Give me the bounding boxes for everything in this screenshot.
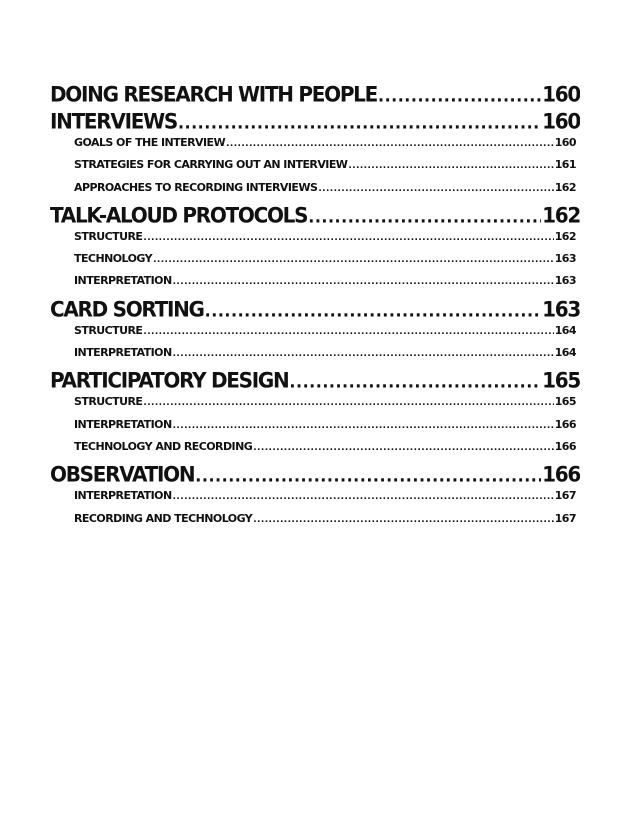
toc-subentry-recording-and-technology[interactable]: [50, 512, 580, 534]
toc-entry-title: TECHNOLOGY AND RECORDING: [74, 439, 253, 453]
toc-entry-title: INTERVIEWS: [50, 108, 177, 134]
toc-entry-title: RECORDING AND TECHNOLOGY: [74, 511, 253, 525]
dot-leader: [308, 206, 541, 226]
toc-subentry-structure[interactable]: [50, 395, 580, 417]
toc-entry-page: 160: [554, 136, 576, 149]
toc-entry-page: 165: [542, 367, 580, 393]
toc-subentry-interpretation[interactable]: [50, 418, 580, 440]
toc-entry-title: STRATEGIES FOR CARRYING OUT AN INTERVIEW: [74, 158, 348, 172]
toc-entry-page: 162: [542, 202, 580, 228]
dot-leader: [173, 349, 554, 359]
toc-entry-page: 166: [542, 461, 580, 487]
dot-leader: [195, 466, 541, 486]
toc-entry-page: 163: [554, 252, 576, 266]
dot-leader: [289, 372, 541, 392]
dot-leader: [178, 113, 541, 133]
dot-leader: [226, 139, 554, 149]
toc-entry-page: 165: [554, 395, 576, 409]
dot-leader: [173, 277, 554, 287]
toc-subentry-interpretation[interactable]: [50, 274, 580, 296]
toc-entry-title: OBSERVATION: [50, 461, 195, 487]
dot-leader: [143, 327, 553, 337]
dot-leader: [173, 492, 554, 502]
toc-entry-page: 167: [554, 489, 576, 503]
toc-entry-doing-research[interactable]: [50, 81, 580, 109]
toc-entry-title: APPROACHES TO RECORDING INTERVIEWS: [74, 180, 318, 194]
toc-entry-title: STRUCTURE: [74, 229, 143, 243]
toc-entry-title: INTERPRETATION: [74, 417, 172, 431]
dot-leader: [153, 255, 554, 265]
toc-entry-title: INTERPRETATION: [74, 489, 172, 503]
toc-entry-title: INTERPRETATION: [74, 346, 172, 360]
dot-leader: [253, 443, 553, 453]
toc-subentry-interpretation[interactable]: [50, 346, 580, 368]
dot-leader: [318, 184, 553, 194]
toc-subentry-technology[interactable]: [50, 252, 580, 274]
toc-subentry-technology-and-recording[interactable]: [50, 440, 580, 462]
toc-subentry-structure[interactable]: [50, 324, 580, 346]
dot-leader: [253, 515, 553, 525]
table-of-contents: [50, 82, 580, 534]
toc-entry-title: STRUCTURE: [74, 323, 143, 337]
toc-entry-page: 161: [554, 158, 576, 172]
toc-subentry-interpretation[interactable]: [50, 489, 580, 511]
toc-entry-interviews[interactable]: [50, 108, 580, 136]
toc-entry-participatory-design[interactable]: [50, 368, 580, 396]
toc-entry-page: 164: [554, 346, 576, 360]
dot-leader: [143, 398, 553, 408]
toc-entry-title: STRUCTURE: [74, 395, 143, 409]
toc-entry-page: 162: [554, 229, 576, 243]
dot-leader: [143, 233, 553, 243]
toc-entry-title: DOING RESEARCH WITH PEOPLE: [50, 81, 377, 107]
toc-entry-page: 167: [554, 511, 576, 525]
dot-leader: [348, 161, 553, 171]
toc-subentry-strategies[interactable]: [50, 158, 580, 180]
toc-entry-page: 163: [542, 296, 580, 322]
toc-subentry-structure[interactable]: [50, 230, 580, 252]
toc-subentry-approaches[interactable]: [50, 181, 580, 203]
toc-entry-page: 162: [554, 180, 576, 194]
toc-entry-page: 166: [554, 417, 576, 431]
toc-entry-title: INTERPRETATION: [74, 274, 172, 288]
toc-entry-card-sorting[interactable]: [50, 296, 580, 324]
toc-entry-title: PARTICIPATORY DESIGN: [50, 367, 289, 393]
toc-entry-page: 160: [542, 81, 580, 107]
toc-entry-page: 166: [554, 439, 576, 453]
dot-leader: [378, 86, 541, 106]
dot-leader: [173, 421, 554, 431]
toc-entry-title: TALK-ALOUD PROTOCOLS: [50, 202, 308, 228]
toc-entry-title: CARD SORTING: [50, 296, 204, 322]
toc-subentry-goals[interactable]: [50, 136, 580, 158]
toc-entry-title: TECHNOLOGY: [74, 252, 153, 266]
toc-entry-page: 164: [554, 323, 576, 337]
toc-entry-talk-aloud[interactable]: [50, 202, 580, 230]
dot-leader: [205, 300, 541, 320]
toc-entry-observation[interactable]: [50, 462, 580, 490]
toc-entry-title: GOALS OF THE INTERVIEW: [74, 136, 226, 149]
toc-entry-page: 163: [554, 274, 576, 288]
toc-entry-page: 160: [542, 108, 580, 134]
